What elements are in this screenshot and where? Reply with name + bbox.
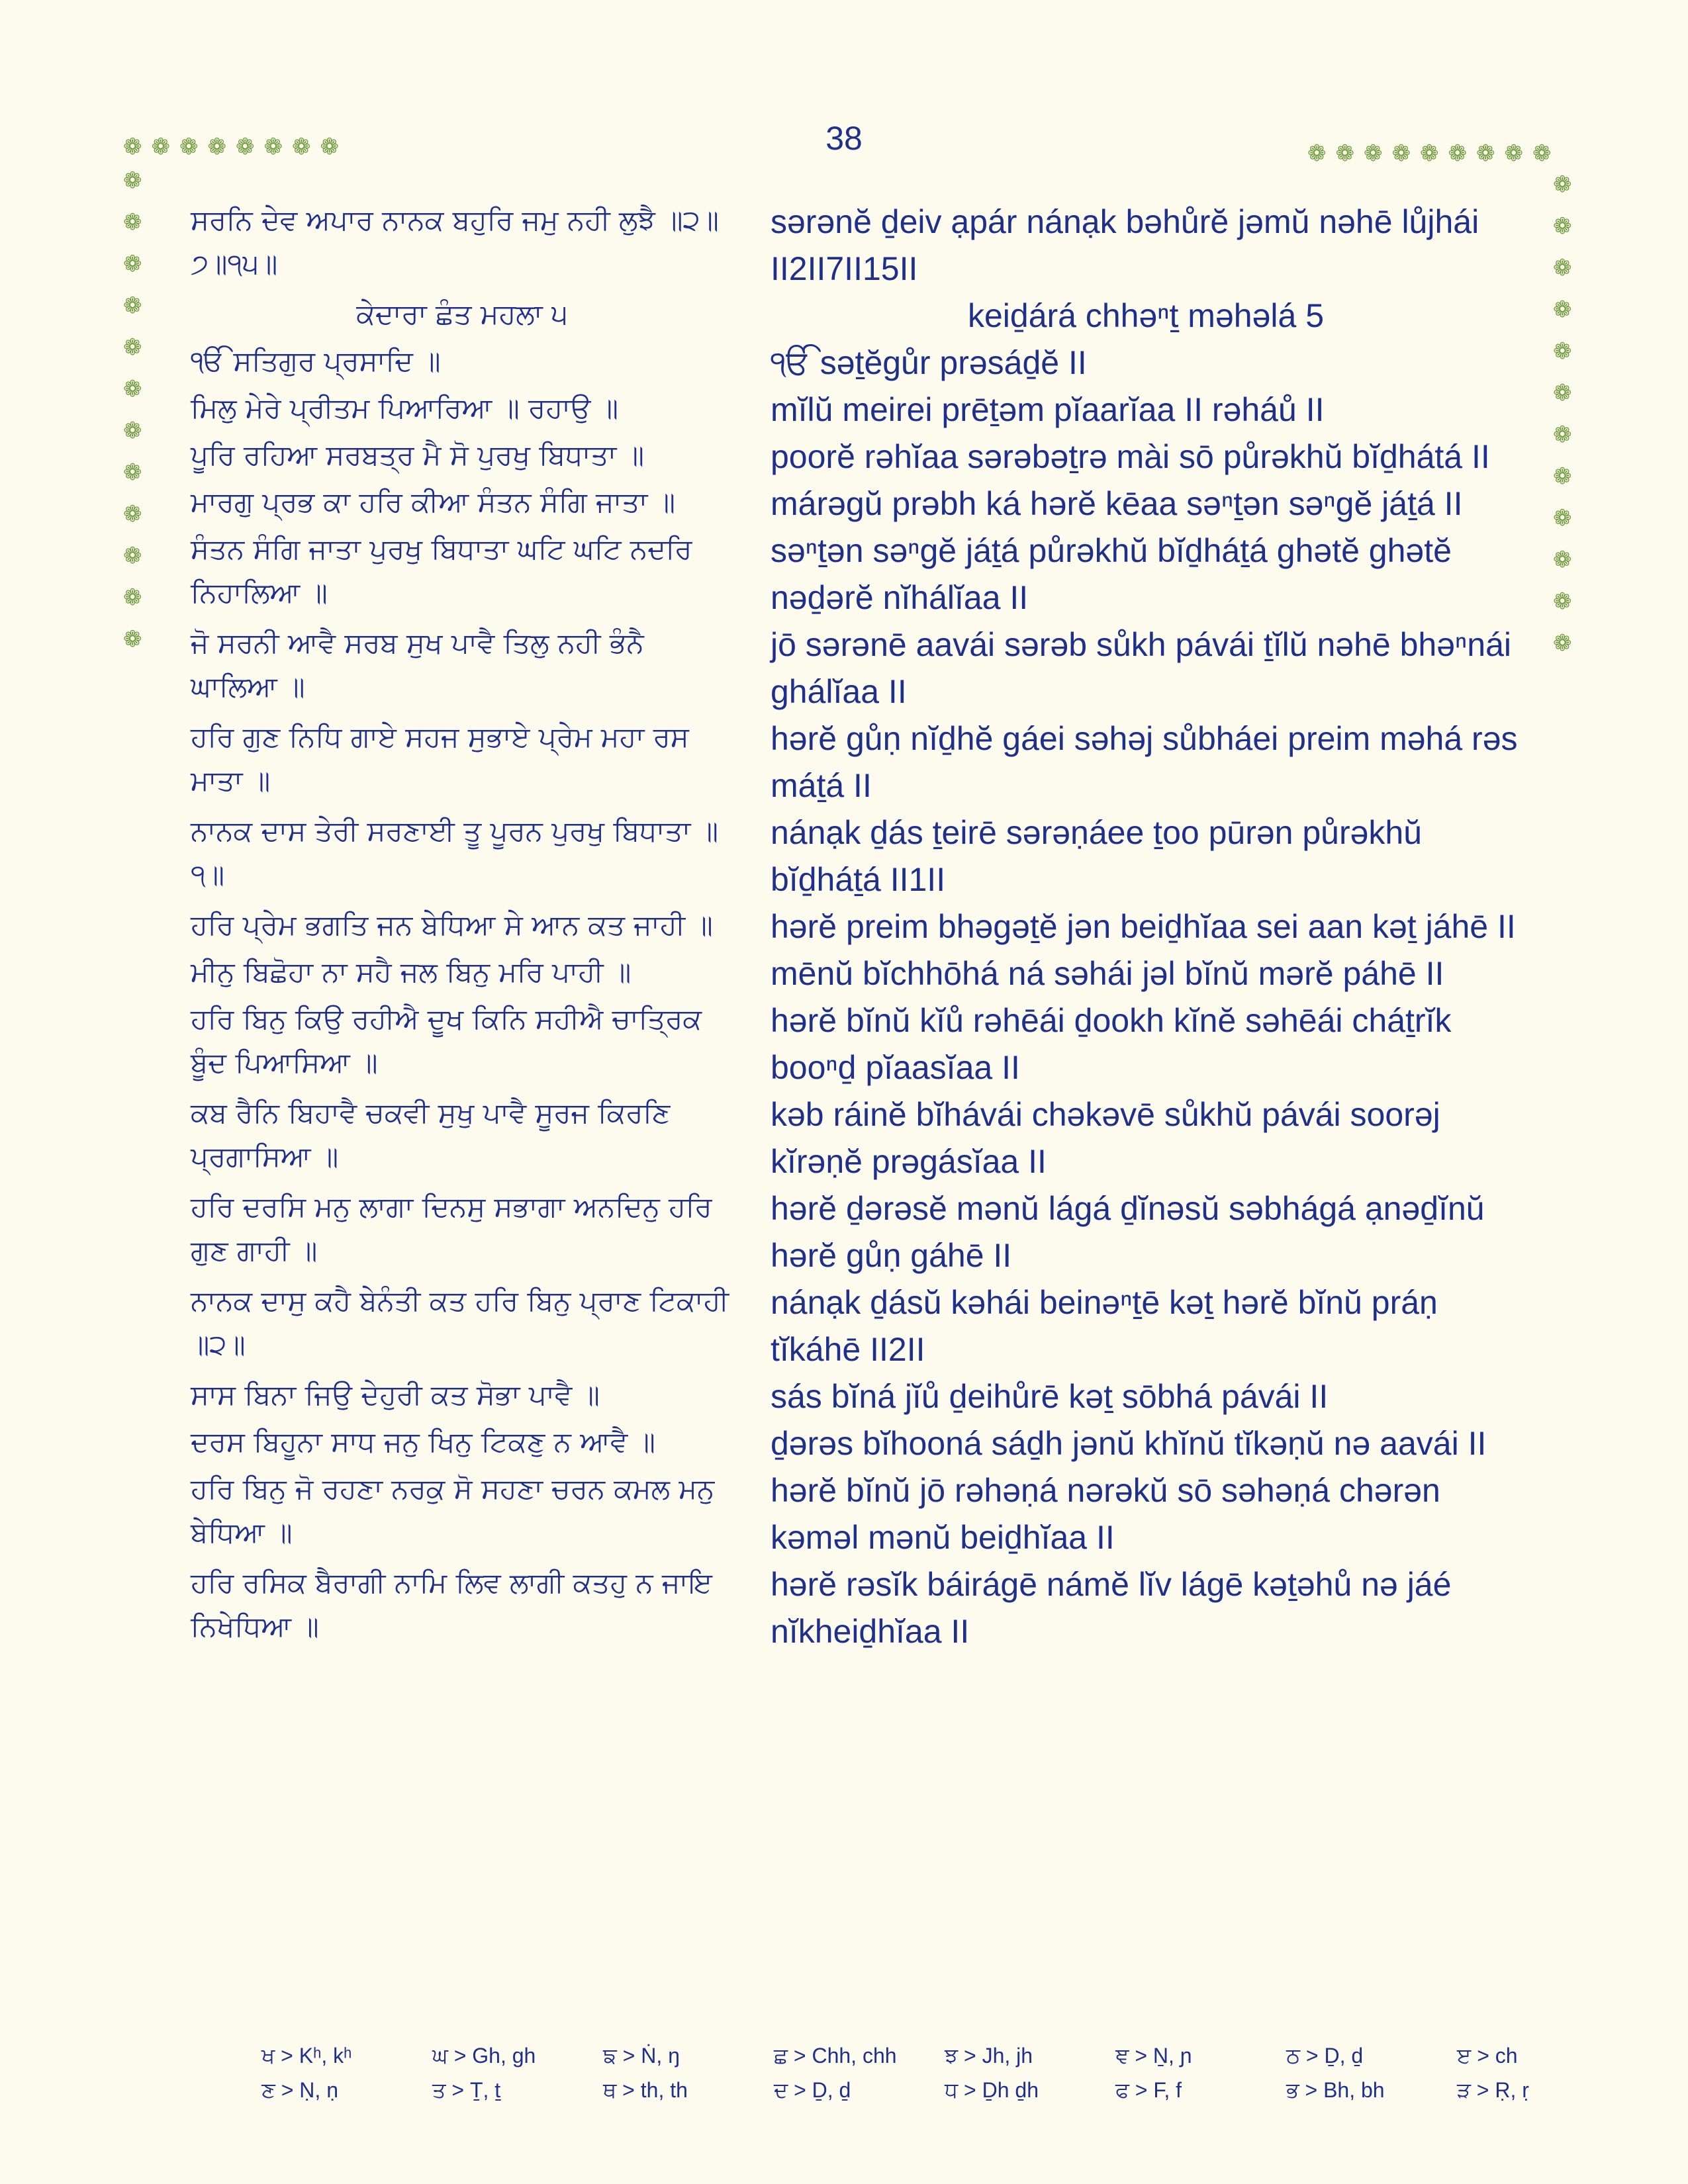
section-heading-row (191, 293, 1521, 340)
verse-row (191, 1091, 1521, 1185)
legend-entry: ਫ > F, f (1115, 2078, 1182, 2102)
transliteration-text: hərĕ bĭnŭ kĭů rəhēái ḏookh kĭnĕ səhēái cháṯrĭk booⁿḏ pĭaasĭaa II (771, 1002, 1452, 1086)
flower-ornament-icon: ❁ (123, 584, 142, 611)
flower-ornament-icon: ❁ (1335, 140, 1354, 167)
verse-row (191, 527, 1521, 621)
gurmukhi-text: ਜੋ ਸਰਨੀ ਆਵੈ ਸਰਬ ਸੁਖ ਪਾਵੈ ਤਿਲੁ ਨਹੀ ਭੰਨੈ ਘਾਲਿਆ ॥ (191, 627, 644, 703)
transliteration-text: keiḏárá chhəⁿṯ məhəlá 5 (967, 297, 1324, 334)
gurmukhi-text: ਮਾਰਗੁ ਪ੍ਰਭ ਕਾ ਹਰਿ ਕੀਆ ਸੰਤਨ ਸੰਗਿ ਜਾਤਾ ॥ (191, 486, 676, 518)
legend-entry: ਧ > Ḏh ḏh (945, 2078, 1039, 2102)
legend-entry: ੜ > Ṛ, ṛ (1457, 2078, 1529, 2102)
gurmukhi-text: ਮੀਨੁ ਬਿਛੋਹਾ ਨਾ ਸਹੈ ਜਲ ਬਿਨੁ ਮਰਿ ਪਾਹੀ ॥ (191, 956, 632, 988)
verse-row (191, 997, 1521, 1091)
flower-ornament-icon: ❁ (1553, 505, 1572, 531)
verse-row (191, 1561, 1521, 1655)
legend-entry: ਠ > Ḏ, ḏ (1286, 2044, 1364, 2068)
verse-row (191, 199, 1521, 293)
legend-entry: ੲ > ch (1457, 2044, 1518, 2068)
gurmukhi-text: ੴ ਸਤਿਗੁਰ ਪ੍ਰਸਾਦਿ ॥ (191, 345, 441, 377)
transliteration-text: mĭlŭ meirei prēṯəm pĭaarĭaa II rəháů II (771, 391, 1325, 428)
flower-ornament-icon: ❁ (1553, 380, 1572, 406)
verse-row (191, 903, 1521, 950)
flower-ornament-icon: ❁ (263, 134, 283, 160)
gurmukhi-text: ਹਰਿ ਰਸਿਕ ਬੈਰਾਗੀ ਨਾਮਿ ਲਿਵ ਲਾਗੀ ਕਤਹੁ ਨ ਜਾਇ ਨਿਖੇਧਿਆ ॥ (191, 1567, 712, 1643)
transliteration-text: nánạk ḏásŭ kəhái beinəⁿṯē kəṯ hərĕ bĭnŭ práṇ tĭkáhē II2II (771, 1284, 1438, 1368)
transliteration-text: nánạk ḏás ṯeirē sərəṇáee ṯoo pūrən půrəkhŭ bĭḏháṯá II1II (771, 814, 1423, 898)
transliteration-text: kəb ráinĕ bĭhávái chəkəvē sůkhŭ pávái soorəj kĭrəṇĕ prəgásĭaa II (771, 1096, 1440, 1180)
flower-ornament-icon: ❁ (1553, 213, 1572, 240)
gurmukhi-text: ਮਿਲੁ ਮੇਰੇ ਪ੍ਰੀਤਮ ਪਿਆਰਿਆ ॥ ਰਹਾਉ ॥ (191, 392, 619, 424)
flower-ornament-icon: ❁ (123, 251, 142, 277)
flower-ornament-icon: ❁ (123, 167, 142, 194)
verse-row (191, 1467, 1521, 1561)
legend-entry: ਘ > Gh, gh (432, 2044, 536, 2068)
ornament-border-top-right (1307, 142, 1552, 165)
flower-ornament-icon: ❁ (1553, 171, 1572, 198)
ornament-border-right (1553, 173, 1572, 655)
transliteration-text: márəgŭ prəbh ká hərĕ kēaa səⁿṯən səⁿgĕ jáṯá II (771, 485, 1463, 522)
flower-ornament-icon: ❁ (1553, 338, 1572, 365)
gurmukhi-text: ਨਾਨਕ ਦਾਸ ਤੇਰੀ ਸਰਣਾਈ ਤੂ ਪੂਰਨ ਪੁਰਖੁ ਬਿਧਾਤਾ ॥੧॥ (191, 815, 719, 891)
flower-ornament-icon: ❁ (1420, 140, 1439, 167)
legend-entry: ਞ > Ṉ, ɲ (1115, 2044, 1192, 2068)
gurmukhi-text: ਹਰਿ ਪ੍ਰੇਮ ਭਗਤਿ ਜਨ ਬੇਧਿਆ ਸੇ ਆਨ ਕਤ ਜਾਹੀ ॥ (191, 909, 713, 941)
verse-row (191, 433, 1521, 480)
flower-ornament-icon: ❁ (1553, 296, 1572, 323)
flower-ornament-icon: ❁ (123, 376, 142, 402)
transliteration-text: ੴ səṯĕgůr prəsáḏĕ II (771, 344, 1087, 381)
legend-entry: ਙ > Ṅ, ŋ (603, 2044, 680, 2068)
transliteration-text: hərĕ rəsĭk báirágē námĕ lĭv lágē kəṯəhů nə jáé nĭkheiḏhĭaa II (771, 1566, 1452, 1650)
transliteration-key (261, 2038, 1628, 2107)
gurmukhi-text: ਕੇਦਾਰਾ ਛੰਤ ਮਹਲਾ ੫ (356, 298, 568, 330)
flower-ornament-icon: ❁ (151, 134, 170, 160)
flower-ornament-icon: ❁ (123, 134, 142, 160)
verse-row (191, 1373, 1521, 1420)
legend-row (261, 2073, 1628, 2107)
ornament-border-left (123, 169, 142, 651)
legend-entry: ਭ > Bh, bh (1286, 2078, 1385, 2102)
legend-entry: ਛ > Chh, chh (774, 2044, 897, 2068)
flower-ornament-icon: ❁ (1307, 140, 1327, 167)
legend-entry: ਤ > Ṯ, ṯ (432, 2078, 501, 2102)
gurmukhi-text: ਪੂਰਿ ਰਹਿਆ ਸਰਬਤ੍ਰ ਮੈ ਸੋ ਪੁਰਖੁ ਬਿਧਾਤਾ ॥ (191, 439, 645, 471)
flower-ornament-icon: ❁ (123, 543, 142, 569)
transliteration-text: mēnŭ bĭchhōhá ná səhái jəl bĭnŭ mərĕ páhē II (771, 955, 1444, 992)
gurmukhi-text: ਸੰਤਨ ਸੰਗਿ ਜਾਤਾ ਪੁਰਖੁ ਬਿਧਾਤਾ ਘਟਿ ਘਟਿ ਨਦਰਿ ਨਿਹਾਲਿਆ ॥ (191, 533, 692, 609)
verse-row (191, 480, 1521, 527)
flower-ornament-icon: ❁ (1553, 588, 1572, 615)
flower-ornament-icon: ❁ (123, 209, 142, 236)
flower-ornament-icon: ❁ (1364, 140, 1383, 167)
flower-ornament-icon: ❁ (207, 134, 226, 160)
gurmukhi-text: ਹਰਿ ਬਿਨੁ ਕਿਉ ਰਹੀਐ ਦੂਖ ਕਿਨਿ ਸਹੀਐ ਚਾਤ੍ਰਿਕ ਬੂੰਦ ਪਿਆਸਿਆ ॥ (191, 1003, 702, 1079)
flower-ornament-icon: ❁ (1532, 140, 1552, 167)
verse-row (191, 1420, 1521, 1467)
legend-entry: ਣ > Ṇ, ṇ (261, 2078, 338, 2102)
verse-row (191, 950, 1521, 997)
transliteration-text: poorĕ rəhĭaa sərəbəṯrə mài sō půrəkhŭ bĭḏhátá II (771, 438, 1490, 475)
verse-row (191, 621, 1521, 715)
legend-row (261, 2038, 1628, 2073)
flower-ornament-icon: ❁ (1553, 547, 1572, 573)
flower-ornament-icon: ❁ (123, 501, 142, 527)
gurmukhi-text: ਸਰਨਿ ਦੇਵ ਅਪਾਰ ਨਾਨਕ ਬਹੁਰਿ ਜਮੁ ਨਹੀ ਲੁਝੈ ॥੨॥੭॥੧੫॥ (191, 204, 719, 280)
flower-ornament-icon: ❁ (1448, 140, 1467, 167)
ornament-border-top-left (123, 136, 339, 158)
flower-ornament-icon: ❁ (123, 626, 142, 653)
flower-ornament-icon: ❁ (292, 134, 311, 160)
transliteration-text: jō sərənē aavái sərəb sůkh pávái ṯĭlŭ nəhē bhəⁿnái ghálĭaa II (771, 626, 1511, 710)
flower-ornament-icon: ❁ (179, 134, 199, 160)
legend-entry: ਖ > Kʰ, kʰ (261, 2044, 352, 2068)
verse-row (191, 1279, 1521, 1373)
transliteration-text: hərĕ preim bhəgəṯĕ jən beiḏhĭaa sei aan kəṯ jáhē II (771, 908, 1516, 945)
verse-row (191, 715, 1521, 809)
legend-entry: ਦ > Ḏ, ḏ (774, 2078, 851, 2102)
legend-entry: ਥ > th, th (603, 2078, 688, 2102)
legend-entry: ਝ > Jh, jh (945, 2044, 1033, 2068)
transliteration-text: ḏərəs bĭhooná sáḏh jənŭ khĭnŭ tĭkəṇŭ nə aavái II (771, 1425, 1487, 1462)
gurmukhi-text: ਕਬ ਰੈਨਿ ਬਿਹਾਵੈ ਚਕਵੀ ਸੁਖੁ ਪਾਵੈ ਸੂਰਜ ਕਿਰਣਿ ਪ੍ਰਗਾਸਿਆ ॥ (191, 1097, 671, 1173)
flower-ornament-icon: ❁ (123, 334, 142, 361)
flower-ornament-icon: ❁ (1553, 255, 1572, 281)
transliteration-text: səⁿṯən səⁿgĕ jáṯá půrəkhŭ bĭḏháṯá ghətĕ ghətĕ nəḏərĕ nĭhálĭaa II (771, 532, 1452, 616)
gurmukhi-text: ਹਰਿ ਬਿਨੁ ਜੋ ਰਹਣਾ ਨਰਕੁ ਸੋ ਸਹਣਾ ਚਰਨ ਕਮਲ ਮਨੁ ਬੇਧਿਆ ॥ (191, 1473, 715, 1549)
transliteration-text: sás bĭná jĭů ḏeihůrē kəṯ sōbhá pávái II (771, 1378, 1329, 1415)
flower-ornament-icon: ❁ (1476, 140, 1495, 167)
gurmukhi-text: ਸਾਸ ਬਿਨਾ ਜਿਉ ਦੇਹੁਰੀ ਕਤ ਸੋਭਾ ਪਾਵੈ ॥ (191, 1379, 600, 1411)
flower-ornament-icon: ❁ (1504, 140, 1523, 167)
flower-ornament-icon: ❁ (1553, 630, 1572, 657)
verse-row (191, 387, 1521, 433)
verse-table (191, 199, 1521, 1655)
transliteration-text: hərĕ bĭnŭ jō rəhəṇá nərəkŭ sō səhəṇá chərən kəməl mənŭ beiḏhĭaa II (771, 1472, 1440, 1556)
transliteration-text: sərənĕ ḏeiv ạpár nánạk bəhůrĕ jəmŭ nəhē lůjhái II2II7II15II (771, 203, 1479, 287)
flower-ornament-icon: ❁ (123, 418, 142, 444)
transliteration-text: hərĕ ḏərəsĕ mənŭ lágá ḏĭnəsŭ səbhágá ạnəḏĭnŭ hərĕ gůṇ gáhē II (771, 1190, 1485, 1274)
flower-ornament-icon: ❁ (320, 134, 339, 160)
flower-ornament-icon: ❁ (123, 459, 142, 486)
verse-row (191, 1185, 1521, 1279)
gurmukhi-text: ਨਾਨਕ ਦਾਸੁ ਕਹੈ ਬੇਨੰਤੀ ਕਤ ਹਰਿ ਬਿਨੁ ਪ੍ਰਾਣ ਟਿਕਾਹੀ ॥੨॥ (191, 1285, 729, 1361)
flower-ornament-icon: ❁ (1391, 140, 1411, 167)
flower-ornament-icon: ❁ (1553, 463, 1572, 490)
gurmukhi-text: ਹਰਿ ਗੁਣ ਨਿਧਿ ਗਾਏ ਸਹਜ ਸੁਭਾਏ ਪ੍ਰੇਮ ਮਹਾ ਰਸ ਮਾਤਾ ॥ (191, 721, 689, 797)
flower-ornament-icon: ❁ (1553, 422, 1572, 448)
verse-row (191, 340, 1521, 387)
gurmukhi-text: ਹਰਿ ਦਰਸਿ ਮਨੁ ਲਾਗਾ ਦਿਨਸੁ ਸਭਾਗਾ ਅਨਦਿਨੁ ਹਰਿ ਗੁਣ ਗਾਹੀ ॥ (191, 1191, 712, 1267)
transliteration-text: hərĕ gůṇ nĭḏhĕ gáei səhəj sůbháei preim məhá rəs máṯá II (771, 720, 1518, 804)
gurmukhi-text: ਦਰਸ ਬਿਹੂਨਾ ਸਾਧ ਜਨੁ ਖਿਨੁ ਟਿਕਣੁ ਨ ਆਵੈ ॥ (191, 1426, 655, 1458)
flower-ornament-icon: ❁ (123, 293, 142, 319)
flower-ornament-icon: ❁ (236, 134, 255, 160)
verse-row (191, 809, 1521, 903)
page-number: 38 (825, 120, 863, 157)
